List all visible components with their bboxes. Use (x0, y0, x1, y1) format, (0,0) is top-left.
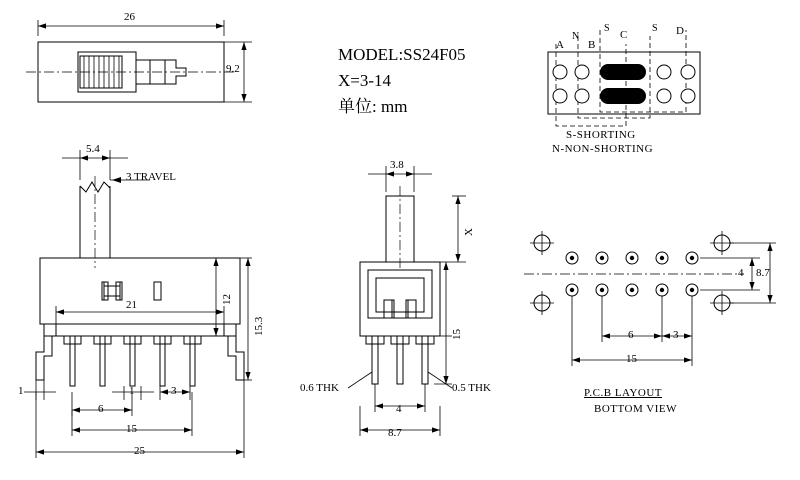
front-pin-pitch3-dim: 3 (171, 385, 177, 397)
side-height-dim: 15 (451, 329, 463, 340)
note-shorting: S-SHORTING (566, 129, 636, 141)
side-dim87: 8.7 (388, 427, 402, 439)
front-overall-height-dim: 15.3 (253, 316, 265, 336)
travel-label: 3 TRAVEL (126, 171, 177, 183)
side-knob-width-dim: 3.8 (390, 159, 404, 171)
terminal-label-S2: S (652, 23, 658, 34)
x-range-label: X=3-14 (338, 71, 392, 90)
front-body-height-dim: 12 (221, 294, 233, 305)
front-knob-width-dim: 5.4 (86, 143, 100, 155)
top-view-width-dim: 26 (124, 11, 135, 23)
top-view-geometry (26, 20, 252, 102)
front-body-width-dim: 21 (126, 299, 137, 311)
front-pin-span6-dim: 6 (98, 403, 104, 415)
pcb-dim6: 6 (628, 329, 634, 341)
pcb-layout-title: P.C.B LAYOUT (584, 387, 663, 399)
pcb-dim3: 3 (673, 329, 679, 341)
terminal-label-D: D (676, 25, 684, 37)
pcb-layout-subtitle: BOTTOM VIEW (594, 403, 678, 415)
terminal-label-S1: S (604, 23, 610, 34)
thk-left-label: 0.6 THK (300, 382, 339, 394)
pcb-layout-geometry (524, 231, 776, 366)
top-view-height-dim: 9.2 (226, 63, 240, 75)
front-view-geometry (24, 150, 252, 458)
pcb-dim15: 15 (626, 353, 637, 365)
front-span15-dim: 15 (126, 423, 137, 435)
side-x-dim: X (463, 228, 475, 236)
side-view-geometry (348, 166, 466, 436)
pcb-dim4: 4 (738, 267, 744, 279)
front-pin-left-dim: 1 (18, 385, 24, 397)
thk-right-label: 0.5 THK (452, 382, 491, 394)
terminal-label-N: N (572, 31, 580, 42)
unit-label: 单位: mm (338, 97, 408, 116)
pcb-dim87: 8.7 (756, 267, 770, 279)
terminal-label-B: B (588, 39, 596, 51)
note-non-shorting: N-NON-SHORTING (552, 143, 654, 155)
terminal-label-C: C (620, 29, 628, 41)
model-label: MODEL:SS24F05 (338, 45, 466, 64)
contact-diagram-geometry (548, 30, 700, 126)
terminal-label-A: A (556, 39, 564, 51)
front-pin-pitch1-dim: 1 (129, 385, 135, 397)
side-dim4: 4 (396, 403, 402, 415)
front-overall-width-dim: 25 (134, 445, 145, 457)
